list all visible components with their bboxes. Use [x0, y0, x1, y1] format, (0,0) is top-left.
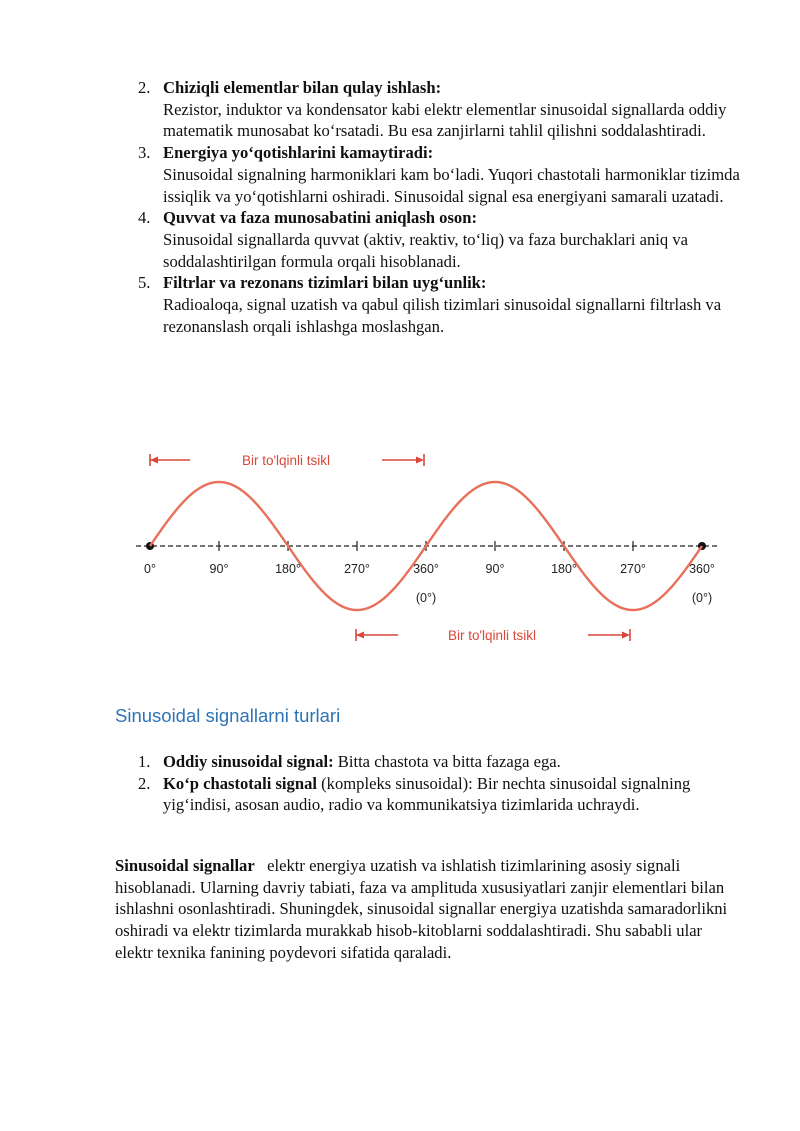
list-number: 5.	[138, 273, 151, 293]
advantages-list	[138, 77, 758, 337]
cycle-label-top: Bir to'lqinli tsikl	[241, 453, 331, 468]
signal-types-list	[138, 751, 758, 816]
arrow-head-right	[416, 457, 424, 464]
tick-label: 90°	[209, 562, 229, 576]
list-item	[138, 773, 758, 816]
item-description: Sinusoidal signalning harmoniklari kam bo‘ladi. Yuqori chastotali harmoniklar tizimda issiqlik va yo‘qotishlarni oshiradi. Sinusoidal signal esa energiyani samarali uzatadi.	[163, 164, 740, 206]
item-title: Ko‘p chastotali signal	[163, 773, 317, 793]
item-description: Rezistor, induktor va kondensator kabi elektr elementlar sinusoidal signallarda oddiy matematik munosabat ko‘rsatadi. Bu esa zanjirlarni tahlil qilishni soddalashtiradi.	[163, 99, 727, 141]
tick-label: 360°	[689, 562, 715, 576]
section-heading: Sinusoidal signallarni turlari	[115, 705, 341, 726]
item-description: Sinusoidal signallarda quvvat (aktiv, reaktiv, to‘liq) va faza burchaklari aniq va soddalashtirilgan formula orqali hisoblanadi.	[163, 229, 688, 271]
list-item	[138, 751, 758, 773]
list-item	[138, 77, 758, 142]
tick-label: 0°	[144, 562, 156, 576]
sine-wave-figure	[120, 440, 740, 655]
sub-label-first: (0°)	[415, 591, 437, 605]
list-item	[138, 142, 758, 207]
item-title: Oddiy sinusoidal signal:	[163, 752, 334, 771]
tick-label: 270°	[620, 562, 646, 576]
list-item	[138, 207, 758, 272]
arrow-head-left	[356, 632, 364, 639]
item-description: (kompleks sinusoidal): Bir nechta sinusoidal signalning yig‘indisi, asosan audio, radio va kommunikatsiya tizimlarida uchraydi.	[163, 773, 691, 815]
summary-lead: Sinusoidal signallar	[115, 856, 255, 875]
arrow-head-right	[622, 632, 630, 639]
tick-label: 180°	[551, 562, 577, 576]
list-number: 4.	[138, 208, 151, 228]
list-number: 1.	[138, 752, 151, 771]
item-description: Radioaloqa, signal uzatish va qabul qilish tizimlari sinusoidal signallarni filtrlash va rezonanslash orqali ishlashga moslashgan.	[163, 295, 722, 336]
summary-paragraph	[115, 855, 735, 964]
item-title: Filtrlar va rezonans tizimlari bilan uyg‘unlik:	[163, 273, 487, 293]
arrow-head-left	[150, 457, 158, 464]
list-item	[138, 272, 758, 337]
item-title: Chiziqli elementlar bilan qulay ishlash:	[163, 78, 442, 97]
tick-label: 270°	[344, 562, 370, 576]
tick-label: 90°	[485, 562, 505, 576]
summary-text: elektr energiya uzatish va ishlatish tizimlarining asosiy signali hisoblanadi. Ularning davriy tabiati, faza va amplituda xususiyatlari zanjir elementlari bilan ishlashni osonlashtiradi. Shuningdek, sinusoidal signallar energiya uzatishda samaradorlikni oshiradi va elektr tizimlarda murakkab hisob-kitoblarni soddalashtiradi. Shu sababli ular elektr texnika fanining poydevori sifatida qaraladi.	[115, 856, 728, 962]
list-number: 2.	[138, 78, 151, 97]
sub-label-second: (0°)	[691, 591, 713, 605]
sine-wave-diagram	[120, 440, 740, 655]
tick-labels	[144, 562, 715, 576]
bottom-cycle-arrow	[356, 628, 630, 643]
list-number: 2.	[138, 773, 151, 793]
list-number: 3.	[138, 143, 151, 163]
tick-label: 360°	[413, 562, 439, 576]
cycle-label-bottom: Bir to'lqinli tsikl	[447, 628, 537, 643]
tick-label: 180°	[275, 562, 301, 576]
item-title: Quvvat va faza munosabatini aniqlash oson:	[163, 208, 477, 228]
top-cycle-arrow	[150, 453, 424, 468]
item-title: Energiya yo‘qotishlarini kamaytiradi:	[163, 143, 434, 163]
item-description: Bitta chastota va bitta fazaga ega.	[337, 752, 561, 771]
